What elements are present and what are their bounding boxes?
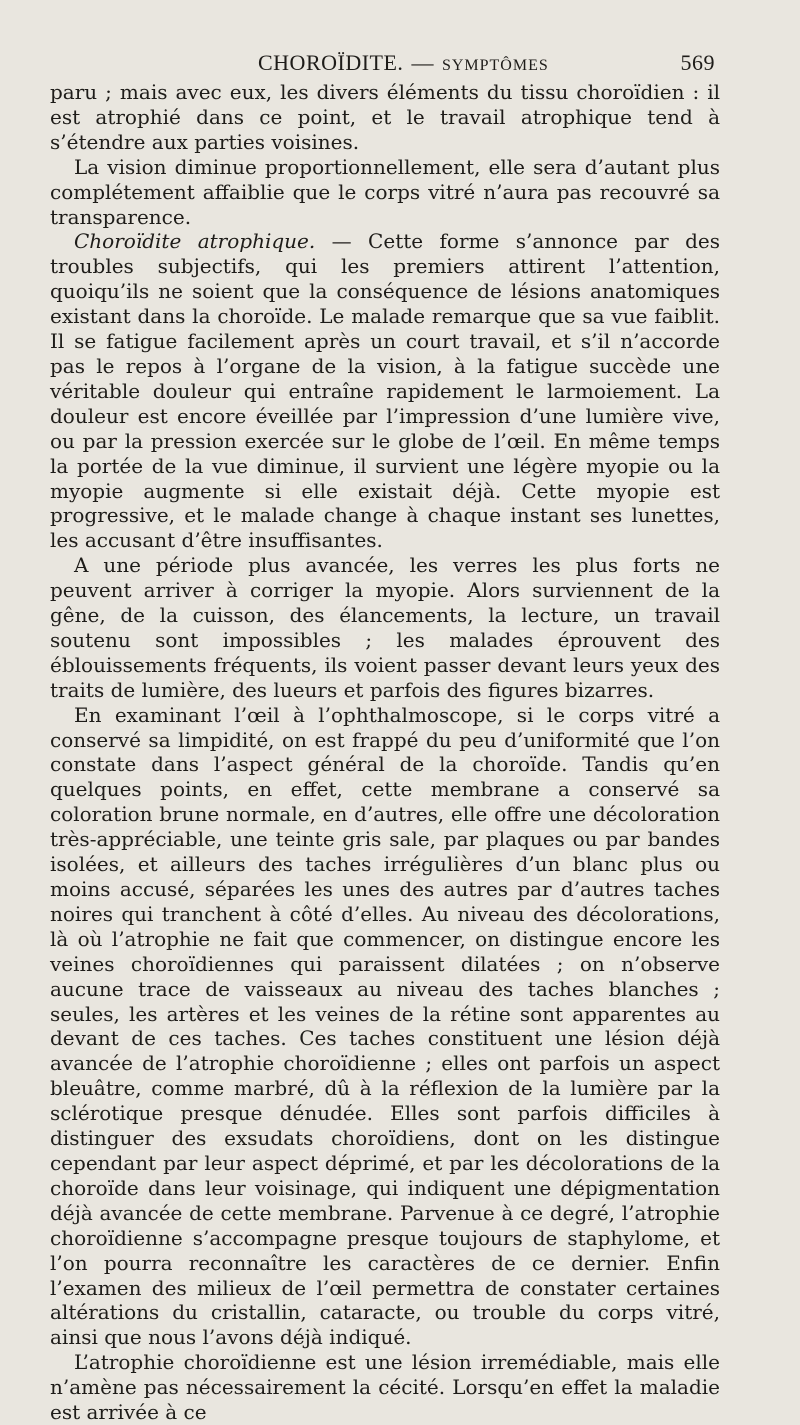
running-header [53,46,715,80]
paragraph: La vision diminue proportionnellement, elle sera d’autant plus complétement affaiblie que le corps vitré n’aura pas recouvré sa transparence. [50,154,720,229]
body-text [50,80,720,1425]
chapter-title: CHOROÏDITE. [258,50,404,75]
section-title: SYMPTÔMES [441,57,549,74]
paragraph: En examinant l’œil à l’ophthalmoscope, si le corps vitré a conservé sa limpidité, on est frappé du peu d’uniformité que l’on constate dans l’aspect général de la choroïde. Tandis qu’en quelques points, en effet, cette membrane a conservé sa coloration brune normale, en d’autres, elle offre une décoloration très-appréciable, une teinte gris sale, par plaques ou par bandes isolées, et ailleurs des taches irrégulières d’un blanc plus ou moins accusé, séparées les unes des autres par d’autres taches noires qui tranchent à côté d’elles. Au niveau des décolorations, là où l’atrophie ne fait que commencer, on distingue encore les veines choroïdiennes qui paraissent dilatées ; on n’observe aucune trace de vaisseaux au niveau des taches blanches ; seules, les artères et les veines de la rétine sont apparentes au devant de ces taches. Ces taches constituent une lésion déjà avancée de l’atrophie choroïdienne ; elles ont parfois un aspect bleuâtre, comme marbré, dû à la réflexion de la lumière par la sclérotique presque dénudée. Elles sont parfois difficiles à distinguer des exsudats choroïdiens, dont on les distingue cependant par leur aspect déprimé, et par les décolorations de la choroïde dans leur voisinage, qui indiquent une dépigmentation déjà avancée de cette membrane. Parvenue à ce degré, l’atrophie choroïdienne s’accompagne presque toujours de staphylome, et l’on pourra reconnaître les caractères de ce dernier. Enfin l’examen des milieux de l’œil permettra de constater certaines altérations du cristallin, cataracte, ou trouble du corps vitré, ainsi que nous l’avons déjà indiqué. [50,702,720,1350]
paragraph: A une période plus avancée, les verres les plus forts ne peuvent arriver à corriger la myopie. Alors surviennent de la gêne, de la cuisson, des élancements, la lecture, un travail soutenu sont impossibles ; les malades éprouvent des éblouissements fréquents, ils voient passer devant leurs yeux des traits de lumière, des lueurs et parfois des figures bizarres. [50,553,720,702]
paragraph: paru ; mais avec eux, les divers éléments du tissu choroïdien : il est atrophié dans ce point, et le travail atrophique tend à s’étendre aux parties voisines. [50,80,720,154]
section-lead-italic: Choroïdite atrophique. [74,229,316,254]
paragraph: L’atrophie choroïdienne est une lésion irremédiable, mais elle n’amène pas nécessairement la cécité. Lorsqu’en effet la maladie est arrivée à ce [50,1350,720,1425]
page-number: 569 [680,50,715,75]
title-separator: — [411,50,434,75]
paragraph [50,229,720,553]
running-title [258,50,549,76]
paragraph-text: — Cette forme s’annonce par des troubles subjectifs, qui les premiers attirent l’attention, quoiqu’ils ne soient que la conséquence de lésions anatomiques existant dans la choroïde. Le malade remarque que sa vue faiblit. Il se fatigue facilement après un court travail, et s’il n’accorde pas le repos à l’organe de la vision, à la fatigue succède une véritable douleur qui entraîne rapidement le larmoiement. La douleur est encore éveillée par l’impression d’une lumière vive, ou par la pression exercée sur le globe de l’œil. En même temps la portée de la vue diminue, il survient une légère myopie ou la myopie augmente si elle existait déjà. Cette myopie est progressive, et le malade change à chaque instant ses lunettes, les accusant d’être insuffisantes. [50,229,721,553]
